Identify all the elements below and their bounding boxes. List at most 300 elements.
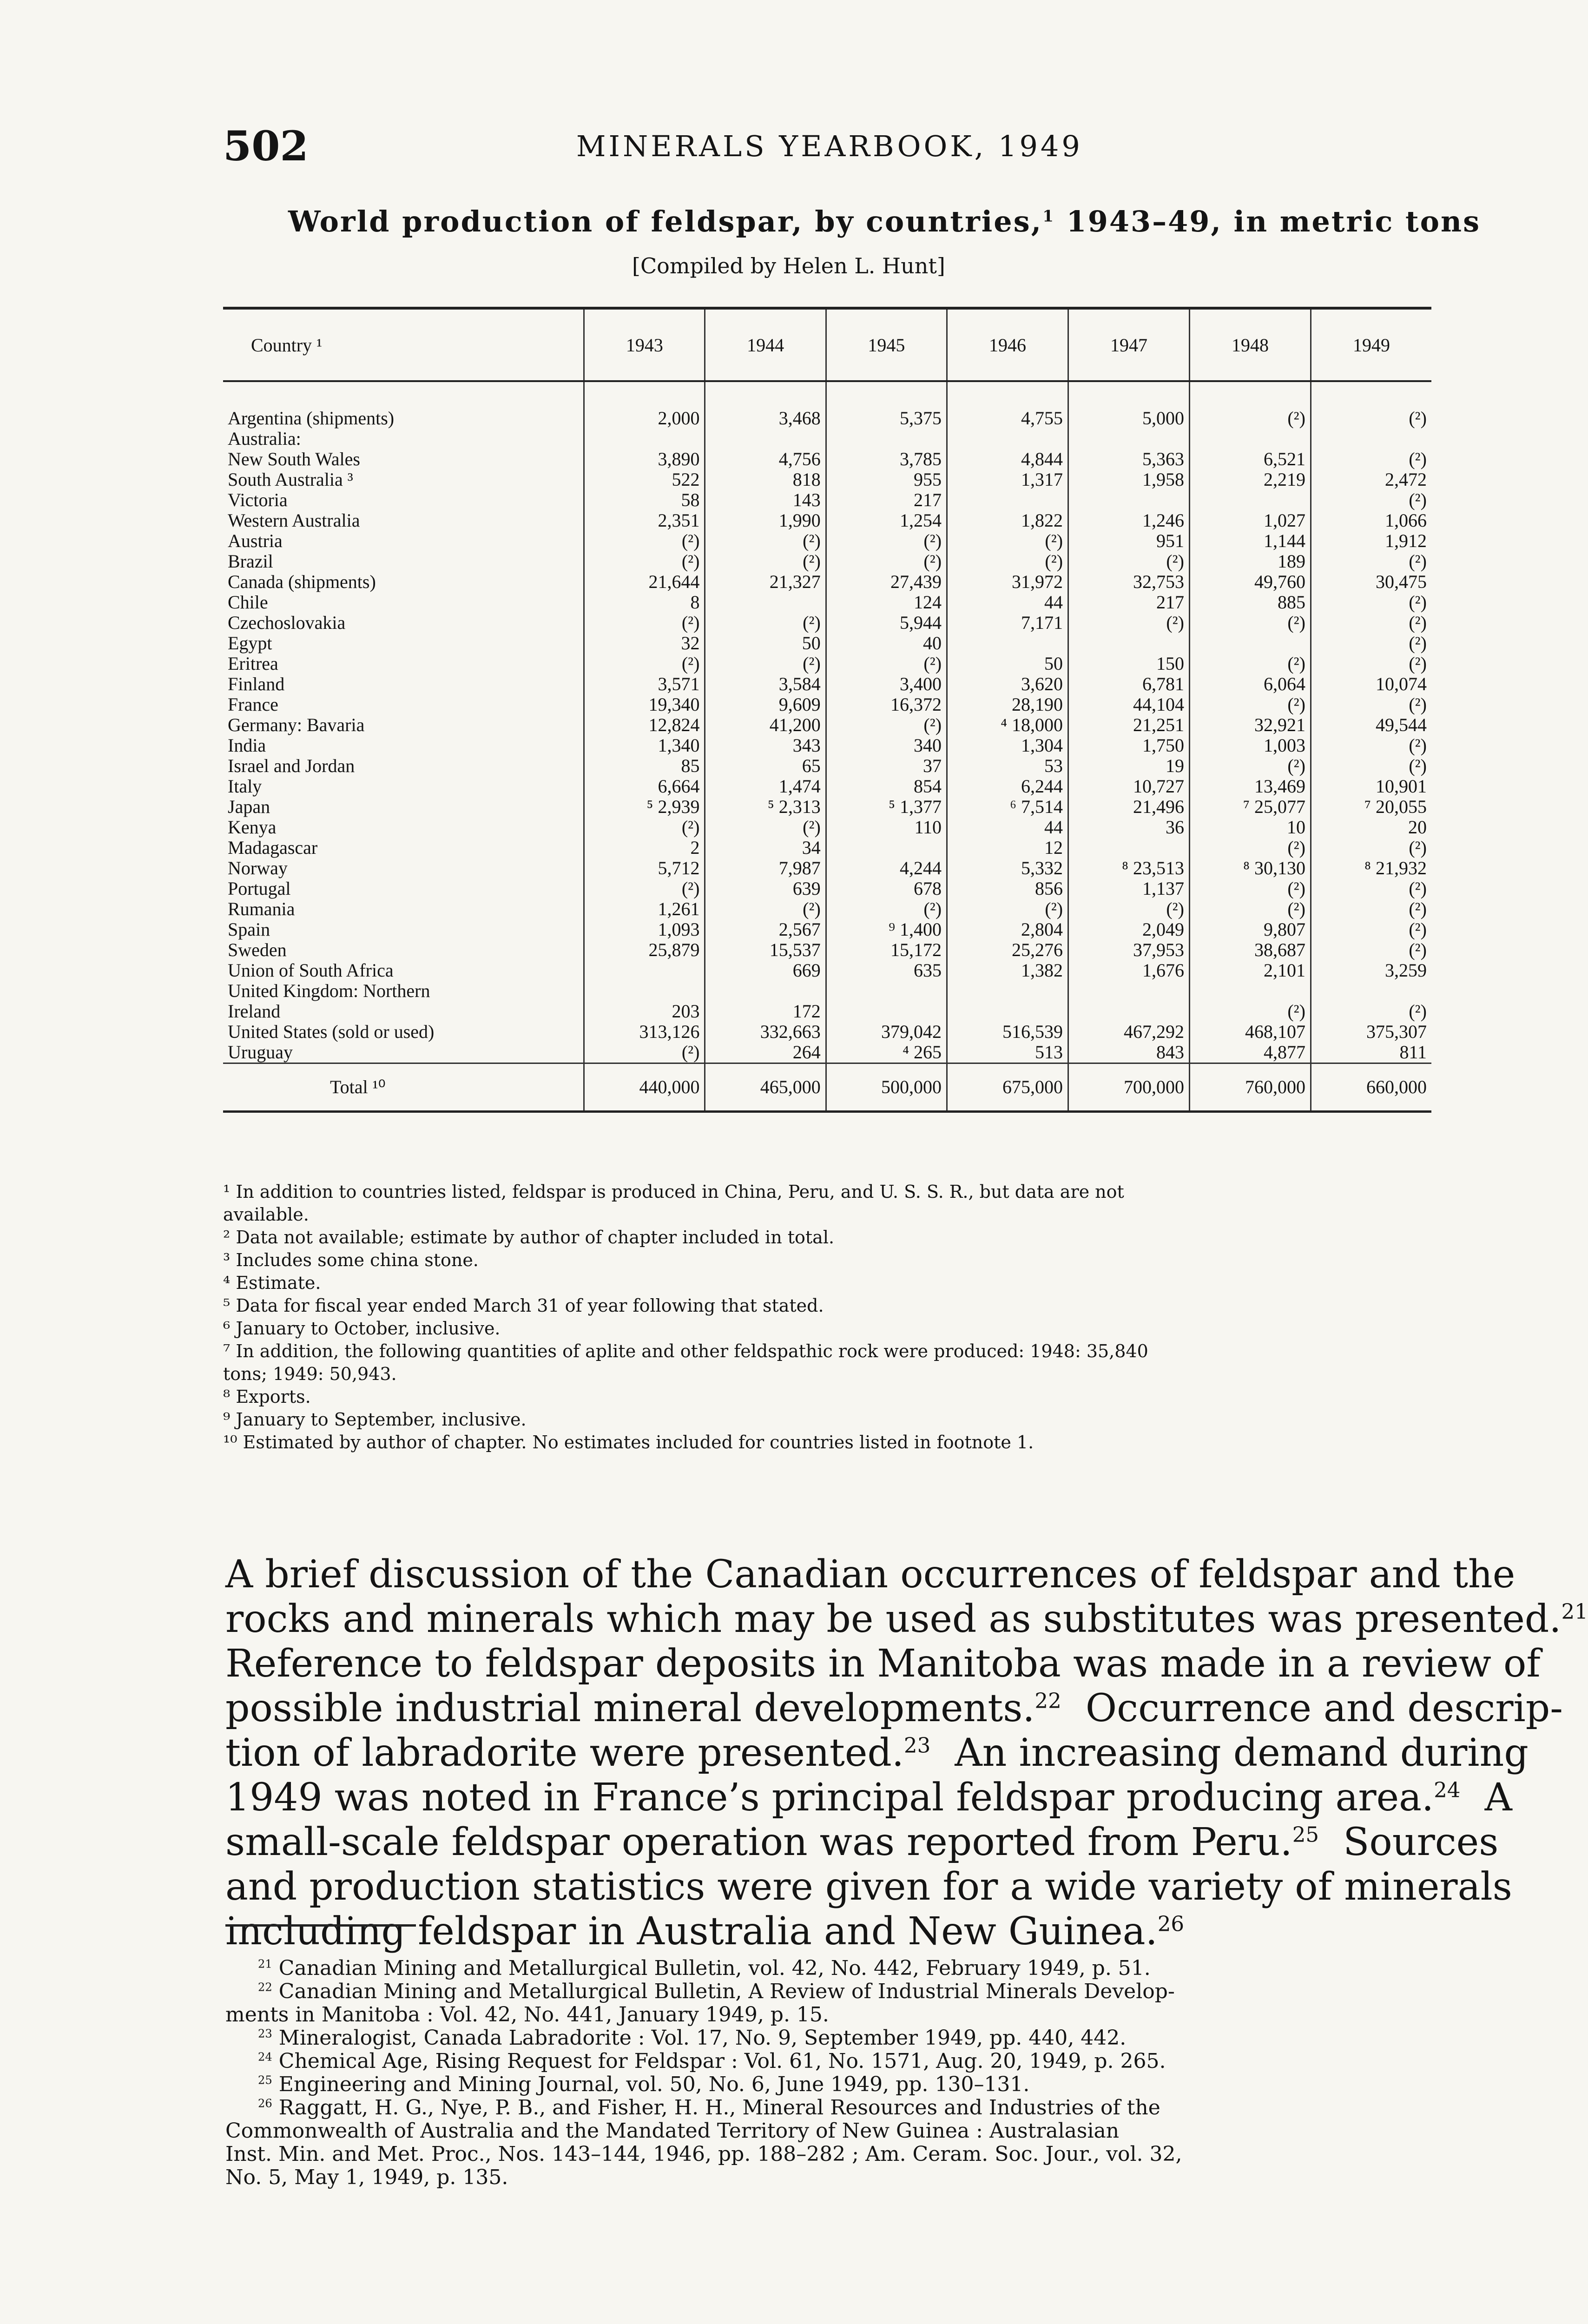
value-cell: 6,781 (1068, 674, 1190, 694)
footnote-text: Mineralogist, Canada Labradorite : Vol. 17, No. 9, September 1949, pp. 440, 442. (278, 2026, 1127, 2050)
country-cell: Israel and Jordan (228, 755, 355, 776)
value-cell (705, 981, 826, 1001)
value-cell: 1,676 (1068, 960, 1190, 981)
body-line-rest: An increasing demand during (930, 1731, 1529, 1775)
total-value-cell: 440,000 (584, 1063, 705, 1112)
value-cell: 25,879 (584, 940, 705, 960)
table-row (223, 858, 1431, 878)
total-row (223, 1063, 1431, 1112)
value-cell: 4,755 (947, 408, 1068, 429)
value-cell: 217 (1068, 592, 1190, 613)
value-cell: ⁹ 1,400 (826, 919, 947, 940)
table-title-footnote-ref: 1 (1042, 207, 1055, 226)
value-cell: 7,987 (705, 858, 826, 878)
table-note: available. (223, 1204, 309, 1225)
value-cell: 21,251 (1068, 715, 1190, 735)
value-cell: 340 (826, 735, 947, 756)
value-cell: 65 (705, 756, 826, 776)
body-line (225, 1731, 1529, 1776)
value-cell: 21,496 (1068, 797, 1190, 817)
value-cell: (²) (584, 1042, 705, 1063)
table-row (223, 878, 1431, 899)
value-cell: 3,584 (705, 674, 826, 694)
table-row (223, 735, 1431, 756)
spacer-cell (947, 381, 1068, 408)
value-cell: (²) (1189, 694, 1311, 715)
value-cell: 44 (947, 592, 1068, 613)
year-column-header: 1943 (584, 308, 705, 381)
value-cell: (²) (1311, 613, 1431, 633)
value-cell: 2,804 (947, 919, 1068, 940)
value-cell: 955 (826, 469, 947, 490)
value-cell: 3,259 (1311, 960, 1431, 981)
value-cell: 13,469 (1189, 776, 1311, 797)
value-cell: 85 (584, 756, 705, 776)
footnote-text: Chemical Age, Rising Request for Feldspar : Vol. 61, No. 1571, Aug. 20, 1949, p. 265. (278, 2049, 1166, 2073)
total-value-cell: 700,000 (1068, 1063, 1190, 1112)
value-cell: (²) (1189, 654, 1311, 674)
value-cell: ⁶ 7,514 (947, 797, 1068, 817)
body-line-text: tion of labradorite were presented. (225, 1731, 904, 1775)
country-column-header: Country ¹ (223, 308, 584, 381)
value-cell: 5,375 (826, 408, 947, 429)
value-cell: 6,664 (584, 776, 705, 797)
value-cell (1189, 981, 1311, 1001)
table-note: ⁵ Data for fiscal year ended March 31 of year following that stated. (223, 1295, 824, 1316)
value-cell: 3,890 (584, 449, 705, 469)
total-value-cell: 465,000 (705, 1063, 826, 1112)
year-column-header: 1948 (1189, 308, 1311, 381)
footnote-text: Canadian Mining and Metallurgical Bulletin, A Review of Industrial Minerals Develop- (278, 1980, 1175, 2003)
value-cell: 12 (947, 838, 1068, 858)
value-cell: ⁸ 30,130 (1189, 858, 1311, 878)
total-value-cell: 500,000 (826, 1063, 947, 1112)
value-cell: 2,219 (1189, 469, 1311, 490)
value-cell: (²) (1311, 1001, 1431, 1022)
value-cell: (²) (826, 899, 947, 919)
value-cell (1311, 981, 1431, 1001)
value-cell (947, 981, 1068, 1001)
value-cell: 8 (584, 592, 705, 613)
body-line (225, 1552, 1516, 1597)
country-cell: Spain (228, 919, 270, 940)
value-cell (826, 1001, 947, 1022)
value-cell: 2 (584, 838, 705, 858)
total-value-cell: 675,000 (947, 1063, 1068, 1112)
footnote-ref: 24 (1434, 1777, 1461, 1802)
value-cell (1068, 633, 1190, 654)
value-cell: (²) (947, 899, 1068, 919)
value-cell: (²) (826, 551, 947, 572)
table-row (223, 654, 1431, 674)
value-cell: 10,901 (1311, 776, 1431, 797)
value-cell: 467,292 (1068, 1022, 1190, 1042)
value-cell: (²) (947, 551, 1068, 572)
value-cell: 3,571 (584, 674, 705, 694)
footnote-ref: 26 (1157, 1911, 1185, 1936)
table-note: ³ Includes some china stone. (223, 1250, 479, 1270)
value-cell (1068, 429, 1190, 449)
value-cell: 811 (1311, 1042, 1431, 1063)
total-label: Total ¹⁰ (223, 1063, 584, 1112)
value-cell: (²) (705, 899, 826, 919)
value-cell: 40 (826, 633, 947, 654)
table-row (223, 469, 1431, 490)
value-cell: 32 (584, 633, 705, 654)
value-cell: 41,200 (705, 715, 826, 735)
table-title-prefix: World production of feldspar, by countries, (288, 205, 1043, 238)
spacer-cell (223, 381, 584, 408)
value-cell: 19,340 (584, 694, 705, 715)
country-cell: Madagascar (228, 837, 318, 858)
value-cell: (²) (1068, 613, 1190, 633)
value-cell: (²) (584, 817, 705, 838)
table-row (223, 1001, 1431, 1022)
footnote-text: Commonwealth of Australia and the Mandated Territory of New Guinea : Australasian (225, 2119, 1120, 2143)
table-row (223, 919, 1431, 940)
country-cell: Victoria (228, 489, 288, 510)
value-cell: ⁸ 23,513 (1068, 858, 1190, 878)
value-cell: (²) (1311, 878, 1431, 899)
value-cell: (²) (584, 531, 705, 551)
value-cell: 639 (705, 878, 826, 899)
footnote-rule (225, 1924, 416, 1927)
value-cell: ⁷ 20,055 (1311, 797, 1431, 817)
table-note: ² Data not available; estimate by author of chapter included in total. (223, 1227, 835, 1248)
footnote-number: 22 (258, 1981, 272, 1994)
value-cell: (²) (1311, 694, 1431, 715)
value-cell: 1,340 (584, 735, 705, 756)
footnote-number: 21 (258, 1957, 272, 1971)
value-cell: (²) (1311, 899, 1431, 919)
country-cell: Union of South Africa (228, 960, 394, 981)
value-cell: (²) (584, 613, 705, 633)
table-title-suffix: 1943–49, in metric tons (1054, 205, 1481, 238)
footnote-text: Engineering and Mining Journal, vol. 50, No. 6, June 1949, pp. 130–131. (278, 2073, 1030, 2096)
value-cell: 58 (584, 490, 705, 510)
body-line-text: possible industrial mineral developments. (225, 1686, 1035, 1730)
table-row (223, 674, 1431, 694)
country-cell: Italy (228, 776, 262, 797)
value-cell: 375,307 (1311, 1022, 1431, 1042)
table-row (223, 449, 1431, 469)
footnote-number: 25 (258, 2073, 272, 2087)
value-cell: (²) (584, 551, 705, 572)
body-line (225, 1597, 1588, 1642)
table-note: ⁶ January to October, inclusive. (223, 1318, 501, 1339)
table-header-row (223, 308, 1431, 381)
value-cell: 36 (1068, 817, 1190, 838)
value-cell: 843 (1068, 1042, 1190, 1063)
value-cell: 9,807 (1189, 919, 1311, 940)
body-line-rest: Sources (1319, 1820, 1499, 1864)
value-cell: 38,687 (1189, 940, 1311, 960)
table-row (223, 633, 1431, 654)
total-value-cell: 760,000 (1189, 1063, 1311, 1112)
value-cell: 2,472 (1311, 469, 1431, 490)
body-line (225, 1776, 1512, 1820)
value-cell: 124 (826, 592, 947, 613)
body-line (225, 1865, 1512, 1909)
value-cell: 7,171 (947, 613, 1068, 633)
value-cell: 5,944 (826, 613, 947, 633)
value-cell: 5,332 (947, 858, 1068, 878)
table-row (223, 429, 1431, 449)
value-cell: (²) (1311, 838, 1431, 858)
country-cell: Portugal (228, 878, 291, 899)
value-cell: (²) (1311, 551, 1431, 572)
value-cell: 21,644 (584, 572, 705, 592)
value-cell: (²) (705, 817, 826, 838)
table-row (223, 510, 1431, 531)
value-cell: 2,567 (705, 919, 826, 940)
value-cell: 203 (584, 1001, 705, 1022)
value-cell: 1,958 (1068, 469, 1190, 490)
value-cell: 10,074 (1311, 674, 1431, 694)
spacer-cell (584, 381, 705, 408)
footnote-number: 26 (258, 2097, 272, 2110)
value-cell: 9,609 (705, 694, 826, 715)
year-column-header: 1949 (1311, 308, 1431, 381)
value-cell: 6,064 (1189, 674, 1311, 694)
table-row (223, 756, 1431, 776)
body-line (225, 1820, 1499, 1865)
production-table (223, 307, 1431, 1113)
footnote (225, 2143, 1434, 2166)
spacer-cell (1068, 381, 1190, 408)
value-cell: 1,261 (584, 899, 705, 919)
value-cell: 27,439 (826, 572, 947, 592)
value-cell: 50 (705, 633, 826, 654)
value-cell: 1,382 (947, 960, 1068, 981)
value-cell (947, 1001, 1068, 1022)
value-cell: 1,137 (1068, 878, 1190, 899)
value-cell: 313,126 (584, 1022, 705, 1042)
body-line-text: 1949 was noted in France’s principal feldspar producing area. (225, 1776, 1434, 1820)
value-cell: 4,877 (1189, 1042, 1311, 1063)
country-cell: Ireland (228, 1001, 281, 1022)
table-row (223, 551, 1431, 572)
year-column-header: 1944 (705, 308, 826, 381)
value-cell (826, 429, 947, 449)
table-row (223, 572, 1431, 592)
value-cell: 217 (826, 490, 947, 510)
value-cell: 49,544 (1311, 715, 1431, 735)
value-cell: 6,244 (947, 776, 1068, 797)
footnote-text: Inst. Min. and Met. Proc., Nos. 143–144, 1946, pp. 188–282 ; Am. Ceram. Soc. Jour., vol. 32, (225, 2142, 1182, 2166)
body-line (225, 1642, 1541, 1686)
table-row (223, 899, 1431, 919)
country-cell: South Australia ³ (228, 469, 353, 490)
table-note: ⁷ In addition, the following quantities of aplite and other feldspathic rock were produced: 1948: 35,840 (223, 1341, 1148, 1361)
value-cell: 143 (705, 490, 826, 510)
value-cell: 4,756 (705, 449, 826, 469)
value-cell: ⁴ 18,000 (947, 715, 1068, 735)
year-column-header: 1945 (826, 308, 947, 381)
footnote-text: ments in Manitoba : Vol. 42, No. 441, January 1949, p. 15. (225, 2003, 829, 2027)
footnotes (225, 1957, 1434, 2189)
value-cell (1189, 633, 1311, 654)
footnote-text: Raggatt, H. G., Nye, P. B., and Fisher, H. H., Mineral Resources and Industries of the (278, 2096, 1160, 2119)
value-cell: 4,844 (947, 449, 1068, 469)
footnote (225, 1957, 1434, 1980)
value-cell: (²) (705, 613, 826, 633)
value-cell (947, 429, 1068, 449)
value-cell: (²) (1189, 899, 1311, 919)
value-cell: 343 (705, 735, 826, 756)
value-cell: 16,372 (826, 694, 947, 715)
value-cell: 30,475 (1311, 572, 1431, 592)
body-line-text: including feldspar in Australia and New Guinea. (225, 1909, 1158, 1954)
country-cell: Australia: (228, 428, 301, 449)
value-cell: 1,750 (1068, 735, 1190, 756)
value-cell: 1,246 (1068, 510, 1190, 531)
table-row (223, 1042, 1431, 1063)
value-cell: 5,712 (584, 858, 705, 878)
value-cell: (²) (1311, 449, 1431, 469)
value-cell: 172 (705, 1001, 826, 1022)
value-cell: (²) (947, 531, 1068, 551)
value-cell: (²) (705, 551, 826, 572)
value-cell (705, 429, 826, 449)
value-cell: 468,107 (1189, 1022, 1311, 1042)
table-row (223, 531, 1431, 551)
value-cell: 2,101 (1189, 960, 1311, 981)
footnote-text: No. 5, May 1, 1949, p. 135. (225, 2166, 508, 2189)
value-cell (584, 981, 705, 1001)
country-cell: Kenya (228, 817, 277, 838)
country-cell: Brazil (228, 551, 273, 572)
table-row (223, 613, 1431, 633)
value-cell: ⁵ 1,377 (826, 797, 947, 817)
value-cell: 10,727 (1068, 776, 1190, 797)
table-notes (223, 1181, 1431, 1454)
table-spacer-row (223, 381, 1431, 408)
value-cell: (²) (1311, 633, 1431, 654)
country-cell: Canada (shipments) (228, 571, 376, 592)
total-value-cell: 660,000 (1311, 1063, 1431, 1112)
value-cell: 516,539 (947, 1022, 1068, 1042)
table-row (223, 694, 1431, 715)
page-number: 502 (223, 122, 309, 170)
footnote (225, 1980, 1434, 2003)
value-cell: (²) (1189, 1001, 1311, 1022)
value-cell: 49,760 (1189, 572, 1311, 592)
body-line-rest: Occurrence and descrip- (1061, 1686, 1563, 1730)
value-cell: 1,027 (1189, 510, 1311, 531)
spacer-cell (1311, 381, 1431, 408)
value-cell (1068, 490, 1190, 510)
value-cell: 951 (1068, 531, 1190, 551)
value-cell (1068, 981, 1190, 1001)
value-cell: 1,254 (826, 510, 947, 531)
value-cell: 31,972 (947, 572, 1068, 592)
value-cell: 1,003 (1189, 735, 1311, 756)
value-cell: 3,620 (947, 674, 1068, 694)
value-cell: 2,000 (584, 408, 705, 429)
value-cell: 25,276 (947, 940, 1068, 960)
value-cell (1068, 838, 1190, 858)
country-cell: Japan (228, 796, 270, 817)
table-note: ⁸ Exports. (223, 1386, 311, 1407)
running-title: MINERALS YEARBOOK, 1949 (576, 129, 1083, 163)
country-cell: Chile (228, 592, 268, 613)
value-cell: 21,327 (705, 572, 826, 592)
spacer-cell (826, 381, 947, 408)
footnote (225, 2073, 1434, 2096)
value-cell (1189, 490, 1311, 510)
value-cell (947, 490, 1068, 510)
value-cell: 5,000 (1068, 408, 1190, 429)
value-cell: 189 (1189, 551, 1311, 572)
value-cell: ⁸ 21,932 (1311, 858, 1431, 878)
country-cell: Norway (228, 858, 288, 878)
value-cell: (²) (1189, 613, 1311, 633)
value-cell: 32,921 (1189, 715, 1311, 735)
spacer-cell (705, 381, 826, 408)
compiled-by: [Compiled by Helen L. Hunt] (632, 253, 945, 278)
value-cell: (²) (705, 654, 826, 674)
value-cell: 37,953 (1068, 940, 1190, 960)
table-title (288, 205, 1481, 238)
footnote-ref: 25 (1292, 1822, 1319, 1847)
value-cell: 6,521 (1189, 449, 1311, 469)
table-body (223, 381, 1431, 1112)
value-cell: 10 (1189, 817, 1311, 838)
table-row (223, 797, 1431, 817)
country-cell: France (228, 694, 278, 715)
value-cell: 53 (947, 756, 1068, 776)
country-cell: Argentina (shipments) (228, 408, 395, 429)
value-cell: 3,400 (826, 674, 947, 694)
value-cell: (²) (1311, 940, 1431, 960)
country-cell: Eritrea (228, 653, 278, 674)
footnote-number: 24 (258, 2050, 272, 2064)
table-row (223, 490, 1431, 510)
footnote (225, 2119, 1434, 2143)
footnote-text: Canadian Mining and Metallurgical Bulletin, vol. 42, No. 442, February 1949, p. 51. (278, 1956, 1151, 1980)
body-line-rest: A (1460, 1776, 1512, 1820)
footnote-number: 23 (258, 2027, 272, 2040)
value-cell: (²) (1311, 919, 1431, 940)
value-cell: 5,363 (1068, 449, 1190, 469)
country-cell: India (228, 735, 266, 756)
value-cell: 50 (947, 654, 1068, 674)
country-cell: Western Australia (228, 510, 360, 531)
country-cell: Rumania (228, 898, 295, 919)
body-line-text: A brief discussion of the Canadian occurrences of feldspar and the (225, 1552, 1516, 1597)
value-cell: ⁵ 2,313 (705, 797, 826, 817)
value-cell (1311, 429, 1431, 449)
value-cell: 32,753 (1068, 572, 1190, 592)
table-note: ⁴ Estimate. (223, 1273, 321, 1293)
value-cell: (²) (1311, 654, 1431, 674)
value-cell: 1,144 (1189, 531, 1311, 551)
value-cell: 669 (705, 960, 826, 981)
value-cell: 635 (826, 960, 947, 981)
body-line-text: Reference to feldspar deposits in Manitoba was made in a review of (225, 1642, 1541, 1686)
value-cell: 1,912 (1311, 531, 1431, 551)
value-cell: 110 (826, 817, 947, 838)
body-line-text: rocks and minerals which may be used as substitutes was presented. (225, 1597, 1562, 1641)
page-header (223, 122, 1413, 173)
table-row (223, 776, 1431, 797)
value-cell: (²) (1189, 408, 1311, 429)
value-cell: 332,663 (705, 1022, 826, 1042)
value-cell: (²) (1189, 878, 1311, 899)
value-cell (584, 960, 705, 981)
value-cell: 1,304 (947, 735, 1068, 756)
